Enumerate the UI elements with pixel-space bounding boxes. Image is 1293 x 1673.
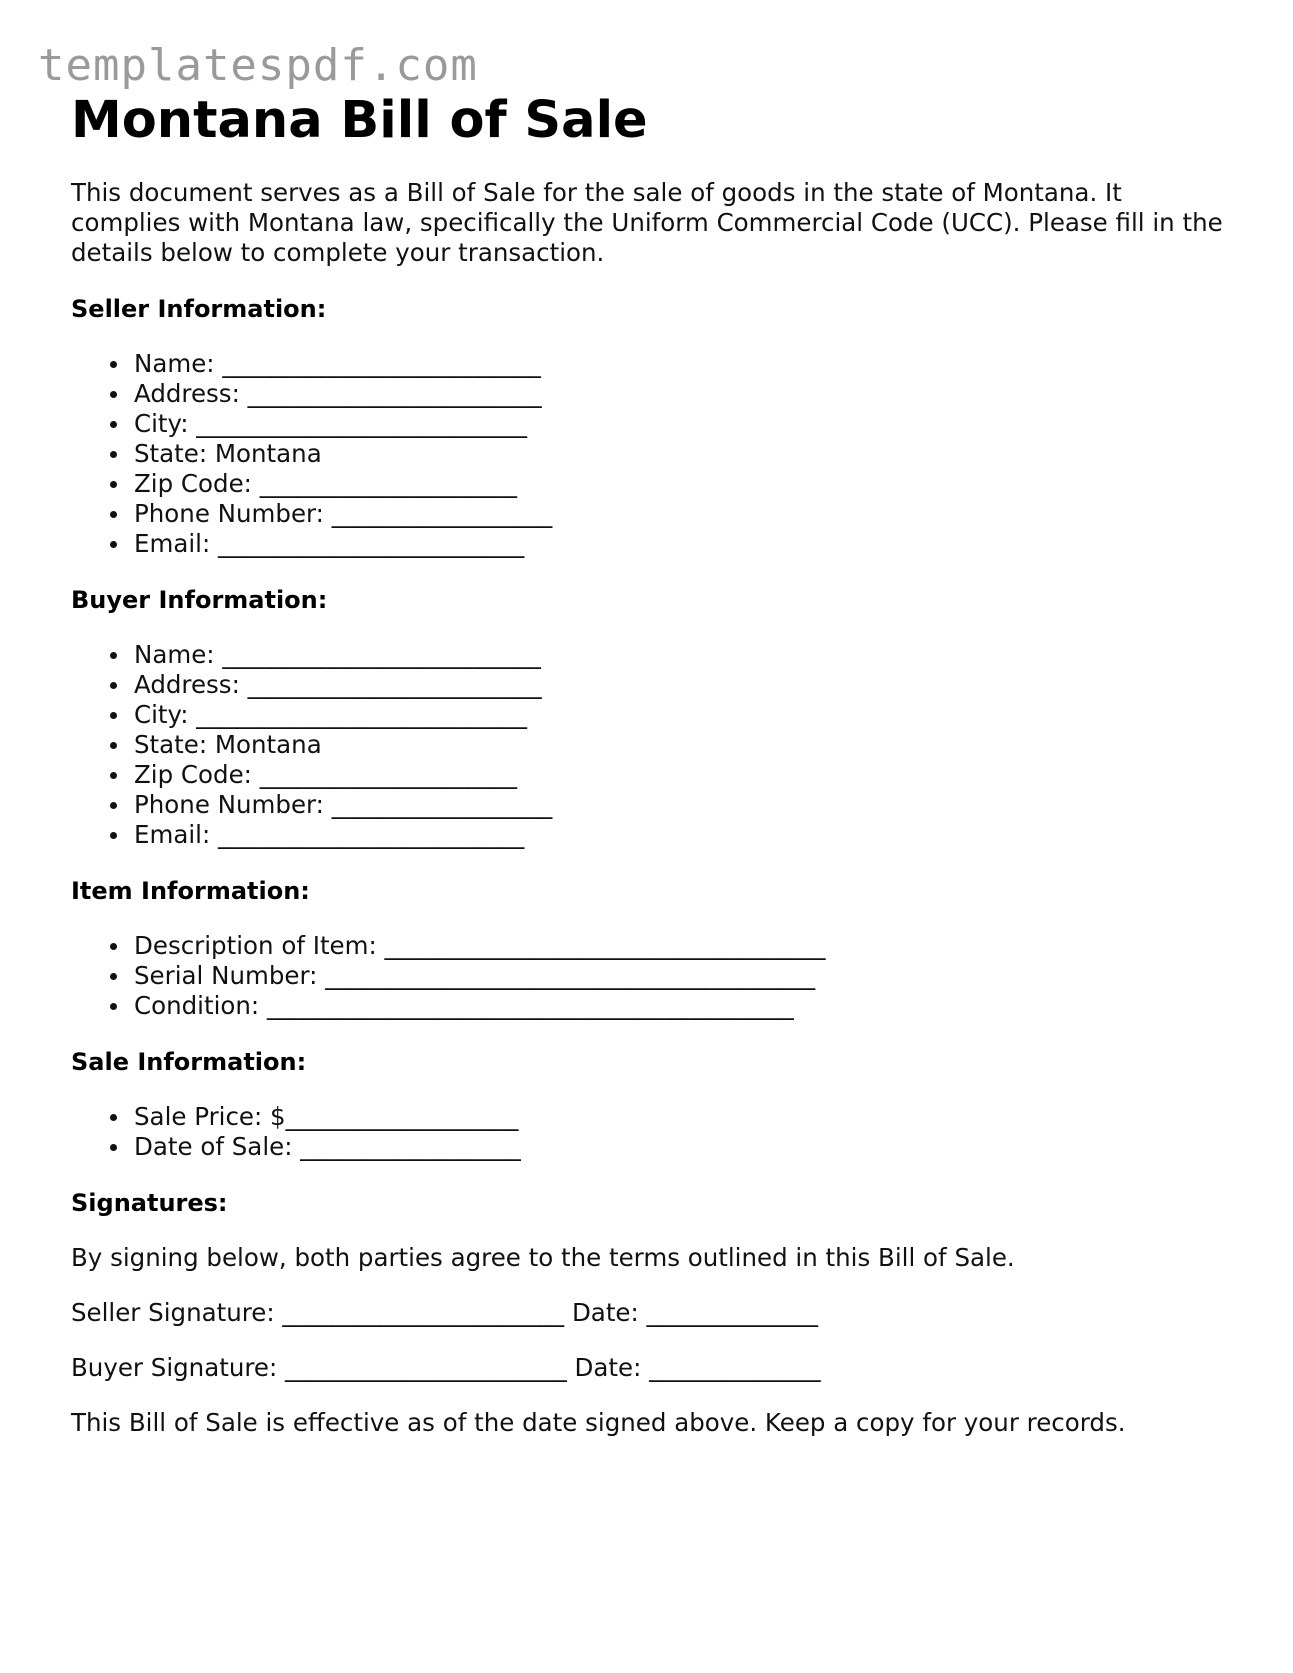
agreement-text: By signing below, both parties agree to the terms outlined in this Bill of Sale. [71,1243,1015,1272]
seller-fields [71,349,1231,559]
seller-heading: Seller Information: [71,295,327,323]
seller-state-field: State: Montana [134,439,1231,469]
document-body [71,88,1231,1438]
item-condition-field[interactable]: Condition: ___________________________________________ [134,991,1231,1021]
item-serial-field[interactable]: Serial Number: ________________________________________ [134,961,1231,991]
sale-fields [71,1102,1231,1162]
item-heading: Item Information: [71,877,310,905]
seller-name-field[interactable]: Name: __________________________ [134,349,1231,379]
buyer-name-field[interactable]: Name: __________________________ [134,640,1231,670]
item-fields [71,931,1231,1021]
seller-email-field[interactable]: Email: _________________________ [134,529,1231,559]
seller-zip-field[interactable]: Zip Code: _____________________ [134,469,1231,499]
item-description-field[interactable]: Description of Item: ____________________________________ [134,931,1231,961]
seller-signature-line[interactable]: Seller Signature: _______________________ Date: ______________ [71,1298,819,1327]
seller-address-field[interactable]: Address: ________________________ [134,379,1231,409]
seller-city-field[interactable]: City: ___________________________ [134,409,1231,439]
buyer-email-field[interactable]: Email: _________________________ [134,820,1231,850]
buyer-heading: Buyer Information: [71,586,328,614]
buyer-address-field[interactable]: Address: ________________________ [134,670,1231,700]
sale-price-field[interactable]: Sale Price: $___________________ [134,1102,1231,1132]
document-title: Montana Bill of Sale [71,91,648,150]
buyer-phone-field[interactable]: Phone Number: __________________ [134,790,1231,820]
buyer-city-field[interactable]: City: ___________________________ [134,700,1231,730]
seller-phone-field[interactable]: Phone Number: __________________ [134,499,1231,529]
signatures-heading: Signatures: [71,1189,228,1217]
intro-paragraph: This document serves as a Bill of Sale for the sale of goods in the state of Montana. It complies with Montana law, specifically the Uniform Commercial Code (UCC). Please fill in the details below to complete your transaction. [71,178,1223,267]
sale-date-field[interactable]: Date of Sale: __________________ [134,1132,1231,1162]
buyer-state-field: State: Montana [134,730,1231,760]
buyer-zip-field[interactable]: Zip Code: _____________________ [134,760,1231,790]
buyer-fields [71,640,1231,850]
closing-text: This Bill of Sale is effective as of the date signed above. Keep a copy for your records. [71,1408,1126,1437]
buyer-signature-line[interactable]: Buyer Signature: _______________________ Date: ______________ [71,1353,821,1382]
sale-heading: Sale Information: [71,1048,307,1076]
watermark: templatespdf.com [38,40,478,91]
